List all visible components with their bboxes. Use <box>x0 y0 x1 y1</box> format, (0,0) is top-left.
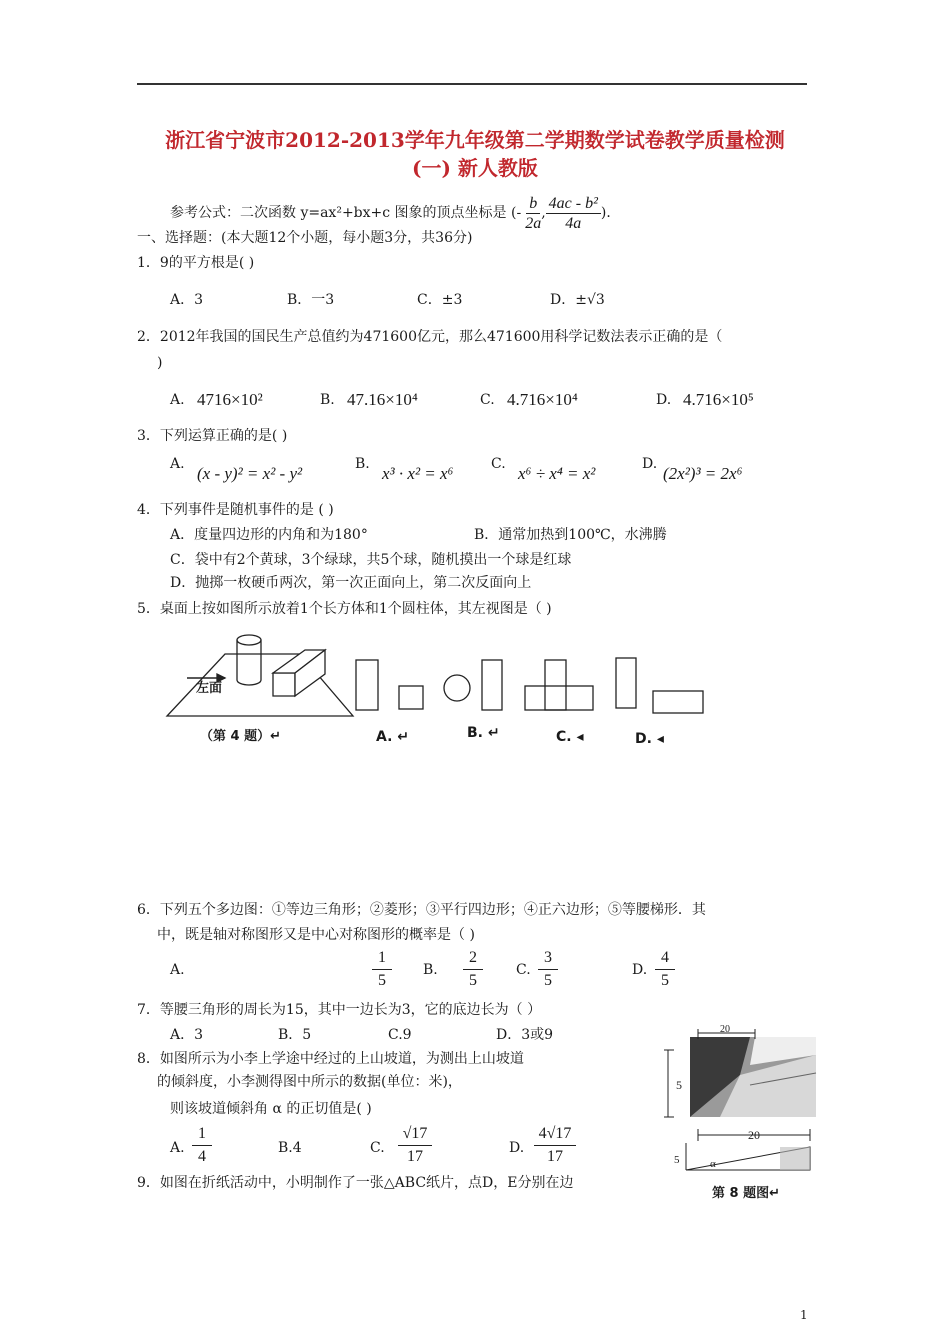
q2-option-b: 47.16×10⁴ <box>347 390 418 409</box>
q6-b-den: 5 <box>469 972 477 989</box>
q3-option-c: x⁶ ÷ x⁴ = x² <box>518 464 596 483</box>
q5-option-d-label: D. ◂ <box>635 731 664 747</box>
q5-option-b-label: B. ↵ <box>467 725 500 741</box>
cuboid-front <box>273 673 295 696</box>
q4-option-c: C．袋中有2个黄球，3个绿球，共5个球，随机摸出一个球是红球 <box>170 552 572 568</box>
q2-label-b: B. <box>320 392 335 408</box>
q8-a-num: 1 <box>198 1125 206 1142</box>
dim-top-label: 20 <box>720 1025 730 1035</box>
q7-option-d: D．3或9 <box>496 1027 554 1043</box>
q7-option-a: A．3 <box>170 1027 204 1043</box>
formula-suffix: )． <box>600 205 621 221</box>
q8-c-num: √17 <box>402 1125 428 1142</box>
dim-bottom-side-label: 5 <box>674 1154 680 1166</box>
q8-c-den: 17 <box>407 1148 423 1165</box>
q7-option-b: B．5 <box>278 1027 312 1043</box>
q2-option-a: 4716×10² <box>197 390 263 409</box>
option-a-tall-rect <box>356 660 378 710</box>
dim-bottom-label: 20 <box>748 1128 760 1142</box>
angle-alpha-label: α <box>710 1158 716 1170</box>
q5-option-a-label: A. ↵ <box>376 729 410 745</box>
q6-option-b <box>463 949 483 990</box>
formula-fraction-y <box>546 194 601 233</box>
q1-option-b: B．一3 <box>287 292 335 308</box>
q6-label-c: C. <box>516 962 531 978</box>
q6-label-b: B. <box>423 962 438 978</box>
q8-label-c: C. <box>370 1140 385 1156</box>
option-b-tall-rect <box>482 660 502 710</box>
q2-label-a: A. <box>170 392 185 408</box>
question-8-stem-cont: 的倾斜度，小李测得图中所示的数据(单位：米)， <box>157 1074 462 1090</box>
q5-left-label: 左面 <box>196 681 223 696</box>
question-1-stem: 1．9的平方根是( ) <box>137 255 255 271</box>
question-8-stem-cont2: 则该坡道倾斜角 α 的正切值是( ) <box>170 1101 372 1117</box>
q2-option-d: 4.716×10⁵ <box>683 390 754 409</box>
formula-f1-num: b <box>526 194 540 214</box>
q1-option-c: C．±3 <box>417 292 463 308</box>
q2-label-d: D. <box>656 392 672 408</box>
q1-option-a: A．3 <box>170 292 204 308</box>
page-number: 1 <box>800 1308 808 1322</box>
q4-option-b: B．通常加热到100℃，水沸腾 <box>474 527 667 543</box>
q6-c-den: 5 <box>544 972 552 989</box>
question-6-stem: 6．下列五个多边图：①等边三角形；②菱形；③平行四边形；④正六边形；⑤等腰梯形．其 <box>137 902 706 918</box>
question-6-stem-cont: 中，既是轴对称图形又是中心对称图形的概率是（ ) <box>157 927 475 943</box>
q6-option-d <box>655 949 675 990</box>
q8-option-d <box>534 1125 576 1166</box>
question-2-stem: 2．2012年我国的国民生产总值约为471600亿元，那么471600用科学记数法表示正确的是（ <box>137 329 723 345</box>
question-8-stem: 8．如图所示为小李上学途中经过的上山坡道，为测出上山坡道 <box>137 1051 524 1067</box>
option-c-tall-rect <box>545 660 566 710</box>
dim-side-label: 5 <box>676 1078 682 1092</box>
q3-option-d: (2x²)³ = 2x⁶ <box>663 464 743 483</box>
q8-label-a: A. <box>170 1140 185 1156</box>
q1-option-d: D．±√3 <box>550 292 605 308</box>
formula-fraction-x <box>525 194 541 233</box>
q6-c-num: 3 <box>544 949 552 966</box>
formula-f2-den: 4a <box>565 214 582 232</box>
option-a-square <box>399 686 423 709</box>
q4-option-d: D．抛掷一枚硬币两次，第一次正面向上，第二次反面向上 <box>170 575 532 591</box>
q5-option-c-label: C. ◂ <box>556 729 584 745</box>
q2-label-c: C. <box>480 392 495 408</box>
q8-figure <box>660 1025 818 1200</box>
formula-f2-num: 4ac - b² <box>546 194 601 214</box>
q8-d-num: 4√17 <box>538 1125 572 1142</box>
option-d-wide-rect <box>653 691 703 713</box>
q3-label-c: C. <box>491 456 506 472</box>
question-9-stem: 9．如图在折纸活动中，小明制作了一张△ABC纸片，点D，E分别在边 <box>137 1175 574 1191</box>
question-3-stem: 3．下列运算正确的是( ) <box>137 428 288 444</box>
formula-prefix: 参考公式：二次函数 y=ax²+bx+c 图象的顶点坐标是 (- <box>170 205 522 221</box>
header-rule <box>137 83 807 85</box>
q6-b-num: 2 <box>469 949 477 966</box>
section-heading: 一、选择题：(本大题12个小题，每小题3分，共36分) <box>137 230 473 246</box>
q3-option-b: x³ · x² = x⁶ <box>382 464 454 483</box>
q6-option-c <box>538 949 558 990</box>
option-b-circle <box>444 675 470 701</box>
q7-option-c: C.9 <box>388 1027 412 1043</box>
reference-formula <box>170 196 620 230</box>
q6-a-den: 5 <box>378 972 386 989</box>
q8-a-den: 4 <box>198 1148 206 1165</box>
formula-comma: , <box>541 205 546 221</box>
option-d-tall-rect <box>616 658 636 708</box>
question-4-stem: 4．下列事件是随机事件的是 ( ) <box>137 502 334 518</box>
cylinder-top <box>237 635 261 645</box>
q3-label-b: B. <box>355 456 370 472</box>
q8-d-den: 17 <box>547 1148 563 1165</box>
q2-option-c: 4.716×10⁴ <box>507 390 578 409</box>
page-title: 浙江省宁波市2012-2013学年九年级第二学期数学试卷教学质量检测 <box>165 128 785 152</box>
q3-label-a: A. <box>170 456 185 472</box>
q5-figure-caption: （第 4 题）↵ <box>200 729 281 744</box>
formula-f1-den: 2a <box>525 214 542 232</box>
q6-d-num: 4 <box>661 949 669 966</box>
q8-figure-caption: 第 8 题图↵ <box>712 1186 780 1201</box>
q6-label-a: A. <box>170 962 185 978</box>
q3-label-d: D. <box>642 456 658 472</box>
q8-label-d: D. <box>509 1140 525 1156</box>
q6-option-a <box>372 949 392 990</box>
q6-label-d: D. <box>632 962 648 978</box>
q8-option-c <box>398 1125 432 1166</box>
q8-option-a <box>192 1125 212 1166</box>
q6-d-den: 5 <box>661 972 669 989</box>
question-5-stem: 5．桌面上按如图所示放着1个长方体和1个圆柱体，其左视图是（ ) <box>137 601 552 617</box>
q6-a-num: 1 <box>378 949 386 966</box>
question-2-stem-cont: ) <box>157 355 163 371</box>
q3-option-a: (x - y)² = x² - y² <box>197 464 303 483</box>
q4-option-a: A．度量四边形的内角和为180° <box>170 527 368 543</box>
q8-option-b: B.4 <box>278 1140 302 1156</box>
question-7-stem: 7．等腰三角形的周长为15，其中一边长为3，它的底边长为（ ） <box>137 1002 542 1018</box>
page-subtitle: (一) 新人教版 <box>412 156 538 180</box>
option-c-wide-rect <box>525 686 593 710</box>
